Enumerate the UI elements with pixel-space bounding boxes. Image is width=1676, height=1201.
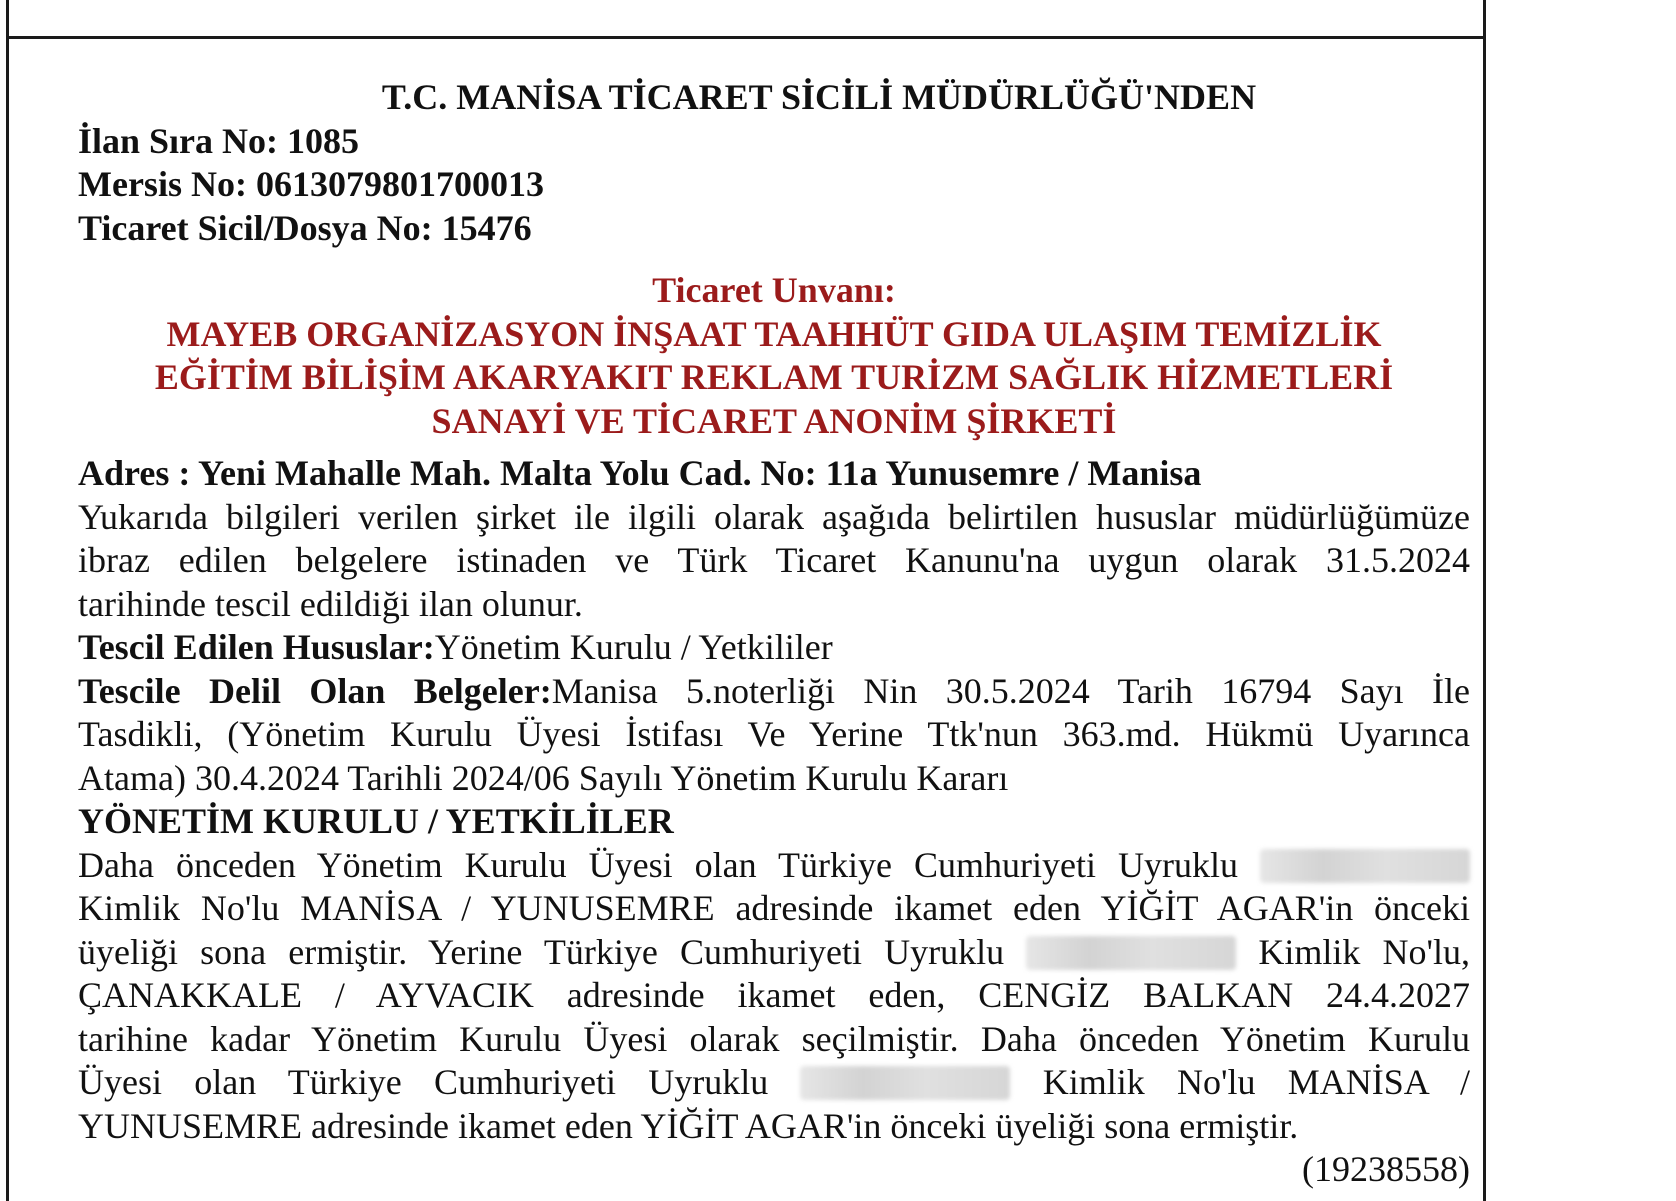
- company-name-line-3: SANAYİ VE TİCARET ANONİM ŞİRKETİ: [431, 400, 1117, 441]
- body-line-3a-text: üyeliği sona ermiştir. Yerine Türkiye Cumhuriyeti Uyruklu: [78, 931, 1005, 972]
- body-line-3b-text: Kimlik No'lu,: [1258, 931, 1471, 972]
- redacted-id-number: [800, 1066, 1010, 1100]
- body-line-6: [78, 1061, 1470, 1105]
- intro-line-2: ibraz edilen belgelere istinaden ve Türk Ticaret Kanunu'na uygun olarak 31.5.2024: [78, 540, 1470, 580]
- tescil-edilen-hususlar: [78, 626, 1470, 670]
- announcement-code: (19238558): [1302, 1149, 1470, 1189]
- intro-line-1: Yukarıda bilgileri verilen şirket ile ilgili olarak aşağıda belirtilen hususlar müdürlüğümüze: [78, 496, 1470, 537]
- company-block: [78, 269, 1470, 443]
- body-line-5: tarihine kadar Yönetim Kurulu Üyesi olarak seçilmiştir. Daha önceden Yönetim Kurulu: [78, 1018, 1470, 1059]
- frame-right-border: [1483, 0, 1486, 1201]
- tescil-label: Tescil Edilen Hususlar:: [78, 627, 435, 667]
- delil-line-1-value: Manisa 5.noterliği Nin 30.5.2024 Tarih 16794 Sayı İle: [551, 670, 1471, 711]
- body-line-1: [78, 844, 1470, 888]
- office-title: T.C. MANİSA TİCARET SİCİLİ MÜDÜRLÜĞÜ'NDEN: [381, 77, 1257, 117]
- frame-left-border: [6, 0, 9, 1201]
- ilan-sira-no: İlan Sıra No: 1085: [78, 120, 360, 161]
- announcement-body: [78, 70, 1470, 1192]
- frame-top-rule: [6, 36, 1486, 39]
- body-line-7: YUNUSEMRE adresinde ikamet eden YİĞİT AGAR'in önceki üyeliği sona ermiştir.: [78, 1105, 1299, 1146]
- body-line-1-text: Daha önceden Yönetim Kurulu Üyesi olan Türkiye Cumhuriyeti Uyruklu: [78, 844, 1238, 885]
- body-line-3: [78, 931, 1470, 975]
- body-line-2: Kimlik No'lu MANİSA / YUNUSEMRE adresinde ikamet eden YİĞİT AGAR'in önceki: [78, 888, 1470, 928]
- company-address: Adres : Yeni Mahalle Mah. Malta Yolu Cad. No: 11a Yunusemre / Manisa: [78, 453, 1202, 493]
- redacted-id-number: [1260, 849, 1470, 883]
- tescil-value: Yönetim Kurulu / Yetkililer: [434, 627, 833, 667]
- delil-line-3: Atama) 30.4.2024 Tarihli 2024/06 Sayılı Yönetim Kurulu Kararı: [78, 757, 1009, 798]
- delil-label: Tescile Delil Olan Belgeler:: [78, 670, 552, 711]
- redacted-id-number: [1026, 936, 1236, 970]
- delil-line-1: [78, 670, 1470, 714]
- body-line-6b-text: Kimlik No'lu MANİSA /: [1042, 1062, 1470, 1102]
- company-name-line-1: MAYEB ORGANİZASYON İNŞAAT TAAHHÜT GIDA ULAŞIM TEMİZLİK: [166, 313, 1382, 354]
- section-heading: YÖNETİM KURULU / YETKİLİLER: [78, 801, 674, 841]
- intro-line-3: tarihinde tescil edildiği ilan olunur.: [78, 583, 583, 624]
- company-name-line-2: EĞİTİM BİLİŞİM AKARYAKIT REKLAM TURİZM SAĞLIK HİZMETLERİ: [154, 357, 1394, 397]
- delil-line-2: Tasdikli, (Yönetim Kurulu Üyesi İstifası Ve Yerine Ttk'nun 363.md. Hükmü Uyarınca: [78, 714, 1470, 754]
- mersis-no: Mersis No: 0613079801700013: [78, 164, 544, 204]
- body-line-6a-text: Üyesi olan Türkiye Cumhuriyeti Uyruklu: [78, 1062, 769, 1102]
- ticaret-sicil-no: Ticaret Sicil/Dosya No: 15476: [78, 207, 532, 248]
- company-label: Ticaret Unvanı:: [652, 270, 896, 310]
- body-line-4: ÇANAKKALE / AYVACIK adresinde ikamet eden, CENGİZ BALKAN 24.4.2027: [78, 975, 1470, 1015]
